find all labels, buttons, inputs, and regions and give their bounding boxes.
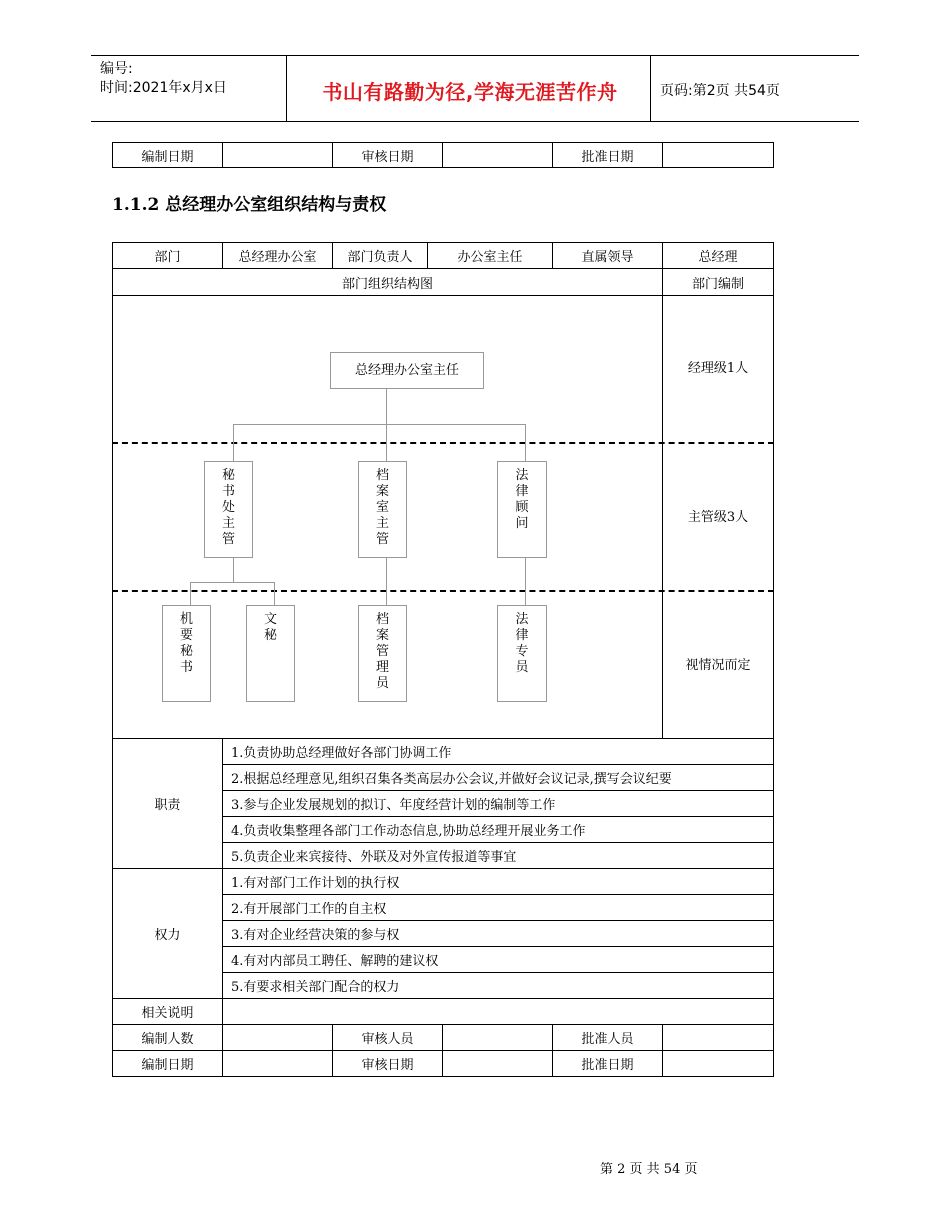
org-node-archive-supervisor bbox=[358, 461, 407, 558]
approve-date-field bbox=[662, 1050, 774, 1077]
header-divider bbox=[286, 55, 287, 121]
duty-item: 2.根据总经理意见,组织召集各类高层办公会议,并做好会议记录,撰写会议纪要 bbox=[222, 764, 774, 791]
approver-field bbox=[662, 1024, 774, 1051]
org-node-label: 机 要 秘 书 bbox=[179, 612, 193, 675]
duties-label: 职责 bbox=[112, 738, 223, 869]
power-item: 5.有要求相关部门配合的权力 bbox=[222, 972, 774, 999]
org-connector bbox=[525, 424, 526, 461]
org-node-clerk bbox=[246, 605, 295, 702]
dept-value: 总经理办公室 bbox=[222, 242, 333, 269]
staffing-level2: 主管级3人 bbox=[687, 510, 749, 525]
org-node-label: 文 秘 bbox=[263, 612, 277, 643]
dept-head-label: 部门负责人 bbox=[332, 242, 428, 269]
org-connector bbox=[525, 558, 526, 605]
review-date-field bbox=[442, 142, 553, 168]
org-connector bbox=[386, 389, 387, 461]
notes-field bbox=[222, 998, 774, 1025]
compile-date-label: 编制日期 bbox=[112, 142, 223, 168]
duty-item: 4.负责收集整理各部门工作动态信息,协助总经理开展业务工作 bbox=[222, 816, 774, 843]
org-connector bbox=[190, 582, 274, 583]
org-connector bbox=[190, 582, 191, 605]
header-divider bbox=[650, 55, 651, 121]
org-node-label: 秘 书 处 主 管 bbox=[221, 468, 235, 547]
org-connector bbox=[233, 558, 234, 582]
notes-label: 相关说明 bbox=[112, 998, 223, 1025]
org-node-archivist bbox=[358, 605, 407, 702]
reviewer-label: 审核人员 bbox=[332, 1024, 443, 1051]
section-title: 1.1.2 总经理办公室组织结构与责权 bbox=[112, 195, 387, 215]
staff-count-field bbox=[222, 1024, 333, 1051]
power-item: 1.有对部门工作计划的执行权 bbox=[222, 868, 774, 895]
review-date-label: 审核日期 bbox=[332, 142, 443, 168]
org-connector bbox=[386, 558, 387, 605]
duty-item: 1.负责协助总经理做好各部门协调工作 bbox=[222, 738, 774, 765]
org-connector bbox=[233, 424, 525, 425]
org-connector bbox=[274, 582, 275, 605]
power-item: 3.有对企业经营决策的参与权 bbox=[222, 920, 774, 947]
approver-label: 批准人员 bbox=[552, 1024, 663, 1051]
power-item: 2.有开展部门工作的自主权 bbox=[222, 894, 774, 921]
org-node-legal-advisor bbox=[497, 461, 547, 558]
org-node-label: 档 案 室 主 管 bbox=[375, 468, 389, 547]
document-number-label: 编号: bbox=[100, 61, 133, 77]
org-chart-heading: 部门组织结构图 bbox=[112, 268, 663, 296]
compile-date-field bbox=[222, 1050, 333, 1077]
document-time-label: 时间:2021年x月x日 bbox=[100, 80, 227, 96]
header-top-rule bbox=[91, 55, 859, 56]
chart-left-border bbox=[112, 295, 113, 739]
dept-label: 部门 bbox=[112, 242, 223, 269]
footer-page-number: 第 2 页 共 54 页 bbox=[600, 1162, 698, 1177]
level-separator bbox=[112, 590, 774, 592]
staff-count-label: 编制人数 bbox=[112, 1024, 223, 1051]
org-node-label: 法 律 专 员 bbox=[515, 612, 529, 675]
review-date-label: 审核日期 bbox=[332, 1050, 443, 1077]
org-node-confidential-secretary bbox=[162, 605, 211, 702]
direct-leader-value: 总经理 bbox=[662, 242, 774, 269]
powers-label: 权力 bbox=[112, 868, 223, 999]
org-node-director: 总经理办公室主任 bbox=[330, 352, 484, 389]
reviewer-field bbox=[442, 1024, 553, 1051]
dept-head-value: 办公室主任 bbox=[427, 242, 553, 269]
staffing-heading: 部门编制 bbox=[662, 268, 774, 296]
power-item: 4.有对内部员工聘任、解聘的建议权 bbox=[222, 946, 774, 973]
header-bottom-rule bbox=[91, 121, 859, 122]
compile-date-field bbox=[222, 142, 333, 168]
approve-date-label: 批准日期 bbox=[552, 1050, 663, 1077]
org-node-label: 档 案 管 理 员 bbox=[375, 612, 389, 691]
duty-item: 3.参与企业发展规划的拟订、年度经营计划的编制等工作 bbox=[222, 790, 774, 817]
org-node-legal-specialist bbox=[497, 605, 547, 702]
compile-date-label: 编制日期 bbox=[112, 1050, 223, 1077]
page-number-label: 页码:第2页 共54页 bbox=[660, 83, 780, 99]
org-node-secretariat-supervisor bbox=[204, 461, 253, 558]
approve-date-field bbox=[662, 142, 774, 168]
approve-date-label: 批准日期 bbox=[552, 142, 663, 168]
level-separator bbox=[112, 442, 774, 444]
duty-item: 5.负责企业来宾接待、外联及对外宣传报道等事宜 bbox=[222, 842, 774, 869]
staffing-level3: 视情况而定 bbox=[685, 658, 751, 673]
header-motto: 书山有路勤为径,学海无涯苦作舟 bbox=[322, 80, 618, 104]
org-connector bbox=[233, 424, 234, 461]
review-date-field bbox=[442, 1050, 553, 1077]
org-node-label: 法 律 顾 问 bbox=[515, 468, 529, 531]
direct-leader-label: 直属领导 bbox=[552, 242, 663, 269]
staffing-level1: 经理级1人 bbox=[687, 361, 749, 376]
